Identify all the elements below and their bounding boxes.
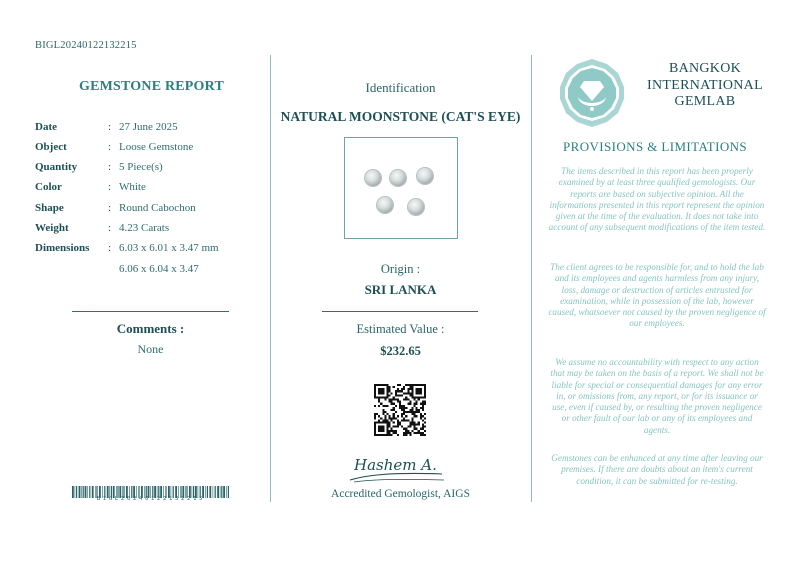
spec-value: 5 Piece(s) bbox=[119, 161, 163, 173]
report-title: GEMSTONE REPORT bbox=[79, 79, 224, 94]
lab-name bbox=[640, 61, 770, 111]
gemologist-signature bbox=[344, 446, 448, 486]
spec-key: Weight bbox=[35, 222, 69, 234]
divider-line bbox=[322, 311, 478, 312]
gemstone-image bbox=[417, 168, 433, 184]
stone-name: NATURAL MOONSTONE (CAT'S EYE) bbox=[280, 109, 521, 124]
spec-key: Quantity bbox=[35, 161, 78, 173]
spec-value: Round Cabochon bbox=[119, 202, 196, 214]
spec-key: Object bbox=[35, 141, 67, 153]
gemstone-image bbox=[390, 170, 406, 186]
identification-label: Identification bbox=[365, 80, 436, 95]
spec-value: 6.03 x 6.01 x 3.47 mm bbox=[119, 242, 219, 254]
spec-colon: : bbox=[108, 181, 112, 193]
spec-colon: : bbox=[108, 222, 112, 234]
barcode-number: BIGL20240122132215 bbox=[96, 496, 206, 502]
origin-value: SRI LANKA bbox=[364, 282, 437, 297]
estimated-value-label: Estimated Value : bbox=[356, 322, 445, 336]
spec-value: Loose Gemstone bbox=[119, 141, 194, 153]
divider-line bbox=[72, 311, 229, 312]
gemstone-image bbox=[365, 170, 381, 186]
gemlab-logo bbox=[556, 57, 628, 129]
comments-label: Comments : bbox=[116, 321, 185, 336]
spec-colon: : bbox=[108, 121, 112, 133]
lab-name-line: BANGKOK bbox=[668, 61, 742, 76]
spec-key: Date bbox=[35, 121, 57, 133]
gemstone-photo bbox=[344, 137, 458, 239]
lab-name-line: GEMLAB bbox=[674, 94, 736, 109]
report-number: BIGL20240122132215 bbox=[35, 40, 137, 51]
spec-value: 27 June 2025 bbox=[119, 121, 178, 133]
spec-colon: : bbox=[108, 242, 112, 254]
spec-colon: : bbox=[108, 161, 112, 173]
provisions-paragraph: Gemstones can be enhanced at any time after leaving our premises. If there are doubts about an item's current condition, it can be submitted for re-testing. bbox=[551, 453, 763, 486]
lab-name-line: INTERNATIONAL bbox=[647, 77, 763, 93]
provisions-paragraph: The items described in this report has been properly examined by at least three qualified gemologists. Our reports are based on subjective opinion. All the informations presented in this report represent the opinion given at the time of the evaluation. It does not take into account of any subsequent modifications of the item tested. bbox=[548, 166, 766, 233]
spec-value: 4.23 Carats bbox=[119, 222, 170, 234]
column-divider-right bbox=[531, 55, 532, 502]
spec-value: 6.06 x 6.04 x 3.47 bbox=[119, 263, 199, 275]
gemologist-title: Accredited Gemologist, AIGS bbox=[331, 488, 470, 500]
spec-key: Color bbox=[35, 181, 62, 193]
provisions-paragraph: The client agrees to be responsible for, and to hold the lab and its employees and agents harmless from any injury, loss, damage or destruction of articles entrusted for examination, while in possession of the lab, however caused, whatsoever not caused by the proven negligence of our employees. bbox=[548, 262, 766, 329]
estimated-value-amount: $232.65 bbox=[380, 344, 421, 358]
provisions-paragraph: We assume no accountability with respect to any action that may be taken on the basis of a report. We shall not be liable for special or consequential damages for any error in, or omissions from, any report, or for its issuance or use, even if caused by, or resulting the proven negligence or other fault of our lab or any of its employees and agents. bbox=[550, 357, 764, 435]
comments-value: None bbox=[137, 342, 164, 356]
provisions-title: PROVISIONS & LIMITATIONS bbox=[563, 139, 748, 154]
spec-colon: : bbox=[108, 202, 112, 214]
signature-text: Hashem A. bbox=[354, 456, 437, 474]
gemstone-image bbox=[408, 199, 424, 215]
spec-value: White bbox=[119, 181, 146, 193]
gemstone-image bbox=[377, 197, 393, 213]
spec-key: Shape bbox=[35, 202, 64, 214]
qr-code bbox=[374, 384, 426, 436]
spec-key: Dimensions bbox=[35, 242, 90, 254]
spec-colon: : bbox=[108, 141, 112, 153]
origin-label: Origin : bbox=[380, 262, 421, 276]
